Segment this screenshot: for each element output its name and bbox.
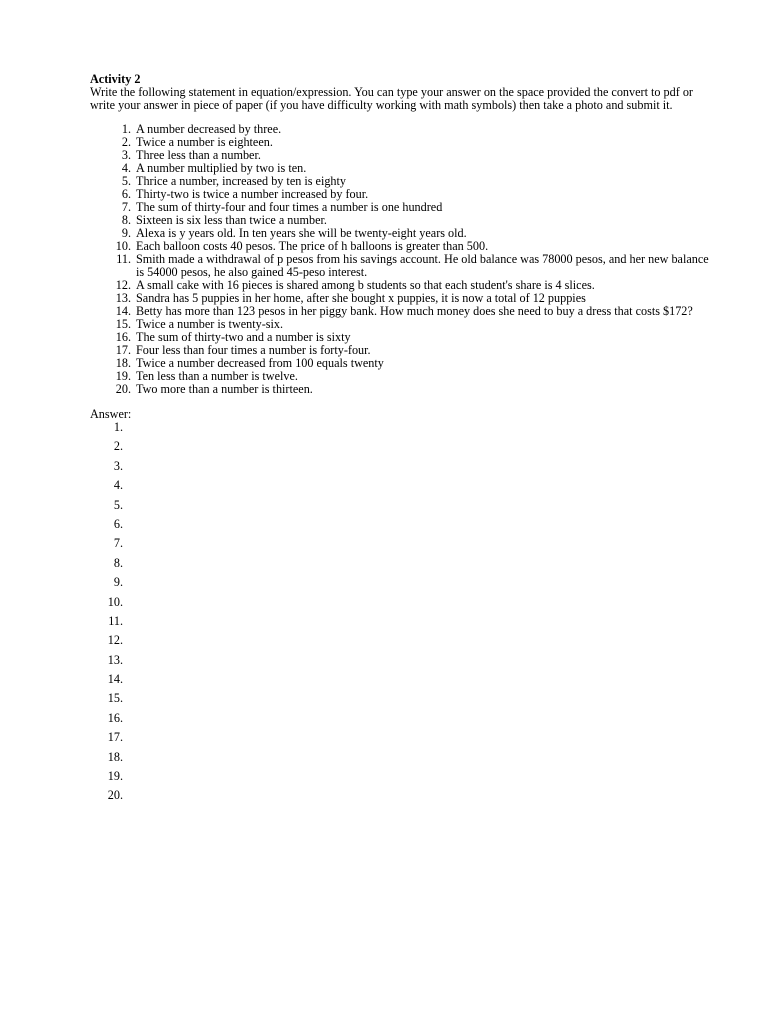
answer-item <box>90 634 710 653</box>
question-text: Alexa is y years old. In ten years she will be twenty-eight years old. <box>136 226 467 240</box>
answer-item <box>90 460 710 479</box>
answer-number: 3. <box>113 458 123 473</box>
answer-item <box>90 654 710 673</box>
answer-number: 12. <box>107 633 123 648</box>
answer-number: 5. <box>113 497 123 512</box>
question-number: 5. <box>121 174 131 188</box>
question-text: Betty has more than 123 pesos in her piggy bank. How much money does she need to buy a dress that costs $172? <box>136 304 693 318</box>
answer-item <box>90 751 710 770</box>
answer-item <box>90 499 710 518</box>
question-text: A number decreased by three. <box>136 122 282 136</box>
question-text: Twice a number is twenty-six. <box>136 317 284 331</box>
question-text: Ten less than a number is twelve. <box>136 369 298 383</box>
answer-item <box>90 673 710 692</box>
question-number: 13. <box>115 291 131 305</box>
question-text: Each balloon costs 40 pesos. The price of h balloons is greater than 500. <box>136 239 489 253</box>
question-text: Twice a number decreased from 100 equals twenty <box>136 356 384 370</box>
question-number: 20. <box>115 382 131 396</box>
answer-item <box>90 712 710 731</box>
question-text: Smith made a withdrawal of p pesos from his savings account. He old balance was 78000 pesos, and her new balance is 54000 pesos, he also gained 45-peso interest. <box>136 252 709 279</box>
answer-number: 14. <box>107 672 123 687</box>
question-number: 11. <box>116 252 131 266</box>
answer-number: 1. <box>113 420 123 434</box>
answer-number: 20. <box>107 788 123 803</box>
question-text: Three less than a number. <box>136 148 261 162</box>
answer-number: 9. <box>113 575 123 590</box>
question-number: 19. <box>115 369 131 383</box>
answer-number: 18. <box>107 749 123 764</box>
answer-item <box>90 421 710 440</box>
answer-number: 13. <box>107 652 123 667</box>
answer-item <box>90 518 710 537</box>
document-page <box>90 73 710 809</box>
question-number: 10. <box>115 239 131 253</box>
question-number: 1. <box>121 122 131 136</box>
activity-title: Activity 2 <box>90 72 141 86</box>
answer-number: 17. <box>107 730 123 745</box>
question-text: The sum of thirty-two and a number is sixty <box>136 330 351 344</box>
answer-number: 10. <box>107 594 123 609</box>
question-text: Two more than a number is thirteen. <box>136 382 313 396</box>
answer-number: 11. <box>108 613 123 628</box>
answer-number: 15. <box>107 691 123 706</box>
question-number: 4. <box>121 161 131 175</box>
answer-item <box>90 692 710 711</box>
question-text: A number multiplied by two is ten. <box>136 161 307 175</box>
answer-item <box>90 770 710 789</box>
question-number: 8. <box>121 213 131 227</box>
question-number: 16. <box>115 330 131 344</box>
question-text: Sandra has 5 puppies in her home, after she bought x puppies, it is now a total of 12 puppies <box>136 291 586 305</box>
question-number: 18. <box>115 356 131 370</box>
question-text: Twice a number is eighteen. <box>136 135 273 149</box>
question-text: The sum of thirty-four and four times a number is one hundred <box>136 200 443 214</box>
answer-item <box>90 615 710 634</box>
question-item <box>90 253 710 279</box>
answer-number: 19. <box>107 769 123 784</box>
question-text: A small cake with 16 pieces is shared among b students so that each student's share is 4 slices. <box>136 278 595 292</box>
question-text: Sixteen is six less than twice a number. <box>136 213 327 227</box>
answer-number: 16. <box>107 710 123 725</box>
answer-number: 4. <box>113 478 123 493</box>
answer-item <box>90 731 710 750</box>
question-list <box>90 123 710 396</box>
answer-item <box>90 596 710 615</box>
answer-number: 6. <box>113 516 123 531</box>
question-text: Thirty-two is twice a number increased by four. <box>136 187 369 201</box>
question-number: 15. <box>115 317 131 331</box>
answer-item <box>90 440 710 459</box>
question-number: 3. <box>121 148 131 162</box>
answer-list <box>90 421 710 809</box>
answer-item <box>90 557 710 576</box>
instructions: Write the following statement in equation/expression. You can type your answer on the space provided the convert to pdf or write your answer in piece of paper (if you have difficulty working with math symbols) then take a photo and submit it. <box>90 85 693 112</box>
answer-label: Answer: <box>90 407 132 421</box>
answer-item <box>90 576 710 595</box>
answer-number: 2. <box>113 439 123 454</box>
question-number: 9. <box>121 226 131 240</box>
question-number: 2. <box>121 135 131 149</box>
answer-item <box>90 789 710 808</box>
answer-number: 8. <box>113 555 123 570</box>
answer-item <box>90 479 710 498</box>
answer-item <box>90 537 710 556</box>
question-number: 14. <box>115 304 131 318</box>
question-text: Thrice a number, increased by ten is eighty <box>136 174 347 188</box>
question-number: 17. <box>115 343 131 357</box>
question-number: 6. <box>121 187 131 201</box>
question-text: Four less than four times a number is forty-four. <box>136 343 371 357</box>
answer-number: 7. <box>113 536 123 551</box>
question-item <box>90 383 710 396</box>
question-number: 12. <box>115 278 131 292</box>
question-number: 7. <box>121 200 131 214</box>
